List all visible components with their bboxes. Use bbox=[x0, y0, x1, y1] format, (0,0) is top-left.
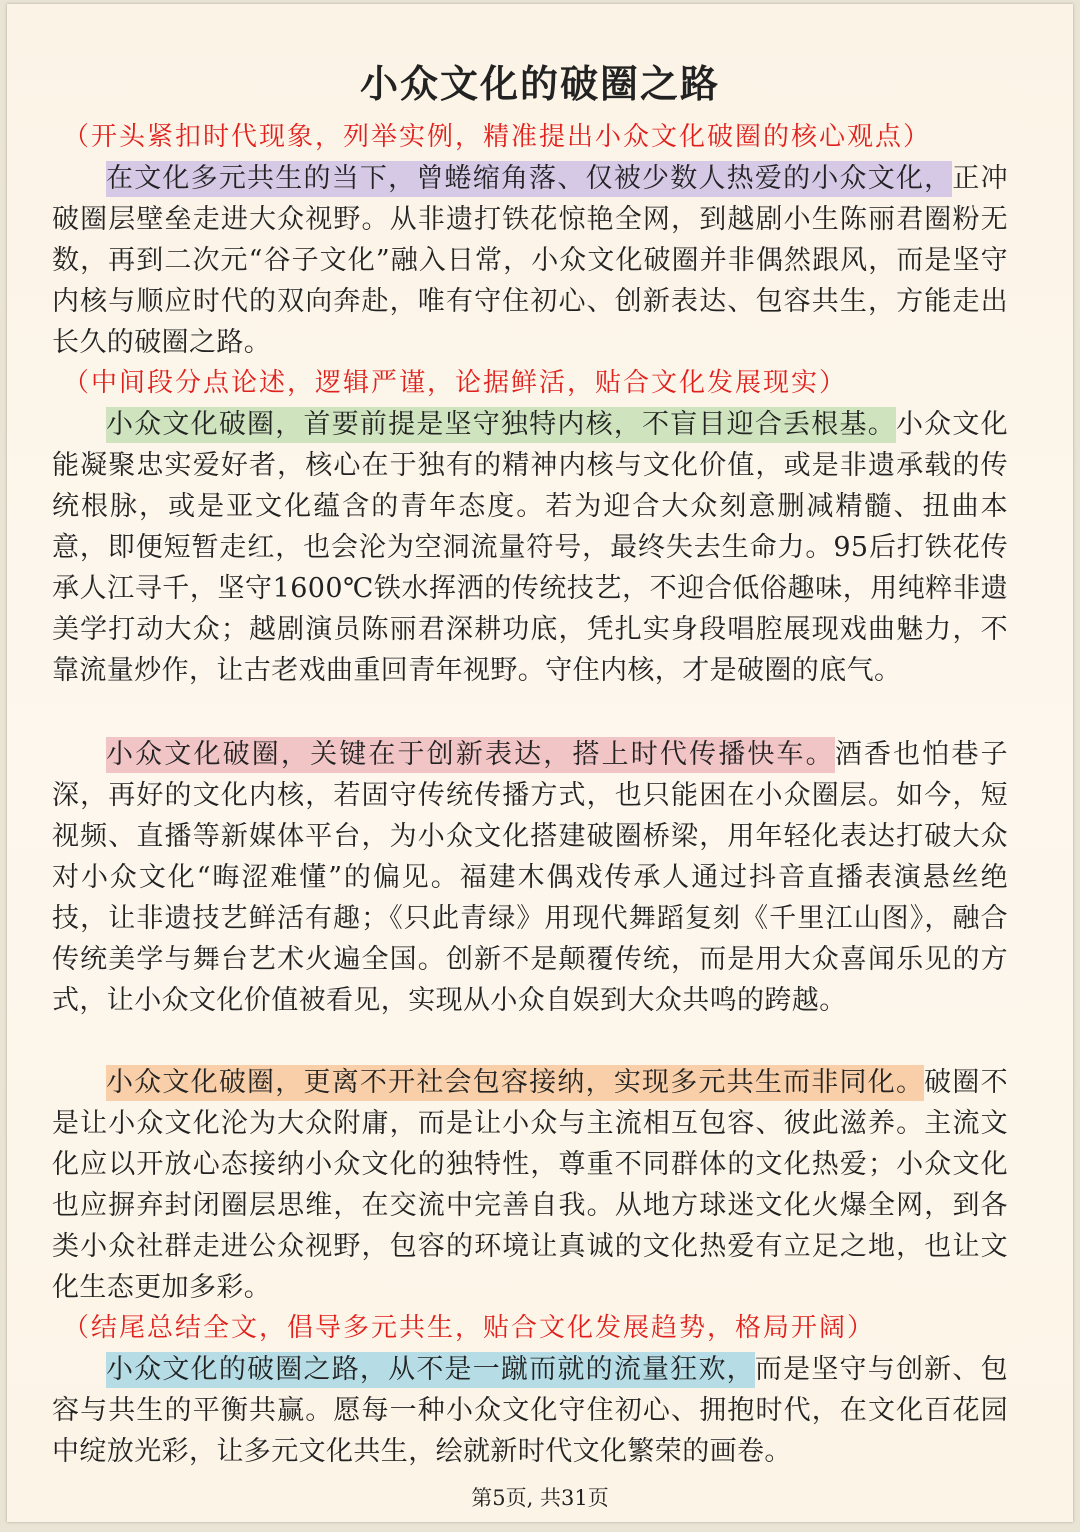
paragraph-inclusion bbox=[52, 1062, 1008, 1308]
highlight-conclusion: 小众文化的破圈之路，从不是一蹴而就的流量狂欢， bbox=[106, 1352, 755, 1388]
paragraph-core-text: 小众文化能凝聚忠实爱好者，核心在于独有的精神内核与文化价值，或是非遗承载的传统根脉，或是亚文化蕴含的青年态度。若为迎合大众刻意删减精髓、扭曲本意，即便短暂走红，也会沦为空洞流量符号，最终失去生命力。95后打铁花传承人江寻千，坚守1600℃铁水挥洒的传统技艺，不迎合低俗趣味，用纯粹非遗美学打动大众；越剧演员陈丽君深耕功底，凭扎实身段唱腔展现戏曲魅力，不靠流量炒作，让古老戏曲重回青年视野。守住内核，才是破圈的底气。 bbox=[52, 409, 1008, 686]
highlight-core: 小众文化破圈，首要前提是坚守独特内核，不盲目迎合丢根基。 bbox=[106, 407, 896, 443]
annotation-middle: （中间段分点论述，逻辑严谨，论据鲜活，贴合文化发展现实） bbox=[63, 368, 848, 398]
highlight-innovation: 小众文化破圈，关键在于创新表达，搭上时代传播快车。 bbox=[106, 737, 835, 773]
highlight-intro: 在文化多元共生的当下，曾蜷缩角落、仅被少数人热爱的小众文化， bbox=[106, 161, 952, 197]
paragraph-conclusion bbox=[52, 1349, 1008, 1472]
paragraph-conclusion-text: 而是坚守与创新、包容与共生的平衡共赢。愿每一种小众文化守住初心、拥抱时代，在文化百花园中绽放光彩，让多元文化共生，绘就新时代文化繁荣的画卷。 bbox=[52, 1354, 1008, 1467]
document-page bbox=[7, 4, 1073, 1522]
highlight-inclusion: 小众文化破圈，更离不开社会包容接纳，实现多元共生而非同化。 bbox=[106, 1065, 924, 1101]
paragraph-inclusion-text: 破圈不是让小众文化沦为大众附庸，而是让小众与主流相互包容、彼此滋养。主流文化应以开放心态接纳小众文化的独特性，尊重不同群体的文化热爱；小众文化也应摒弃封闭圈层思维，在交流中完善自我。从地方球迷文化火爆全网，到各类小众社群走进公众视野，包容的环境让真诚的文化热爱有立足之地，也让文化生态更加多彩。 bbox=[52, 1067, 1008, 1303]
annotation-opening: （开头紧扣时代现象，列举实例，精准提出小众文化破圈的核心观点） bbox=[63, 122, 932, 152]
paragraph-core bbox=[52, 404, 1008, 691]
page-number: 第5页, 共31页 bbox=[471, 1486, 609, 1510]
paragraph-innovation-text: 酒香也怕巷子深，再好的文化内核，若固守传统传播方式，也只能困在小众圈层。如今，短视频、直播等新媒体平台，为小众文化搭建破圈桥梁，用年轻化表达打破大众对小众文化“晦涩难懂”的偏见。福建木偶戏传承人通过抖音直播表演悬丝绝技，让非遗技艺鲜活有趣；《只此青绿》用现代舞蹈复刻《千里江山图》，融合传统美学与舞台艺术火遍全国。创新不是颠覆传统，而是用大众喜闻乐见的方式，让小众文化价值被看见，实现从小众自娱到大众共鸣的跨越。 bbox=[52, 739, 1008, 1016]
paragraph-intro-text: 正冲破圈层壁垒走进大众视野。从非遗打铁花惊艳全网，到越剧小生陈丽君圈粉无数，再到二次元“谷子文化”融入日常，小众文化破圈并非偶然跟风，而是坚守内核与顺应时代的双向奔赴，唯有守住初心、创新表达、包容共生，方能走出长久的破圈之路。 bbox=[52, 163, 1008, 358]
paragraph-innovation bbox=[52, 734, 1008, 1021]
annotation-ending: （结尾总结全文，倡导多元共生，贴合文化发展趋势，格局开阔） bbox=[63, 1313, 876, 1343]
essay-title: 小众文化的破圈之路 bbox=[359, 62, 720, 106]
paragraph-intro bbox=[52, 158, 1008, 363]
